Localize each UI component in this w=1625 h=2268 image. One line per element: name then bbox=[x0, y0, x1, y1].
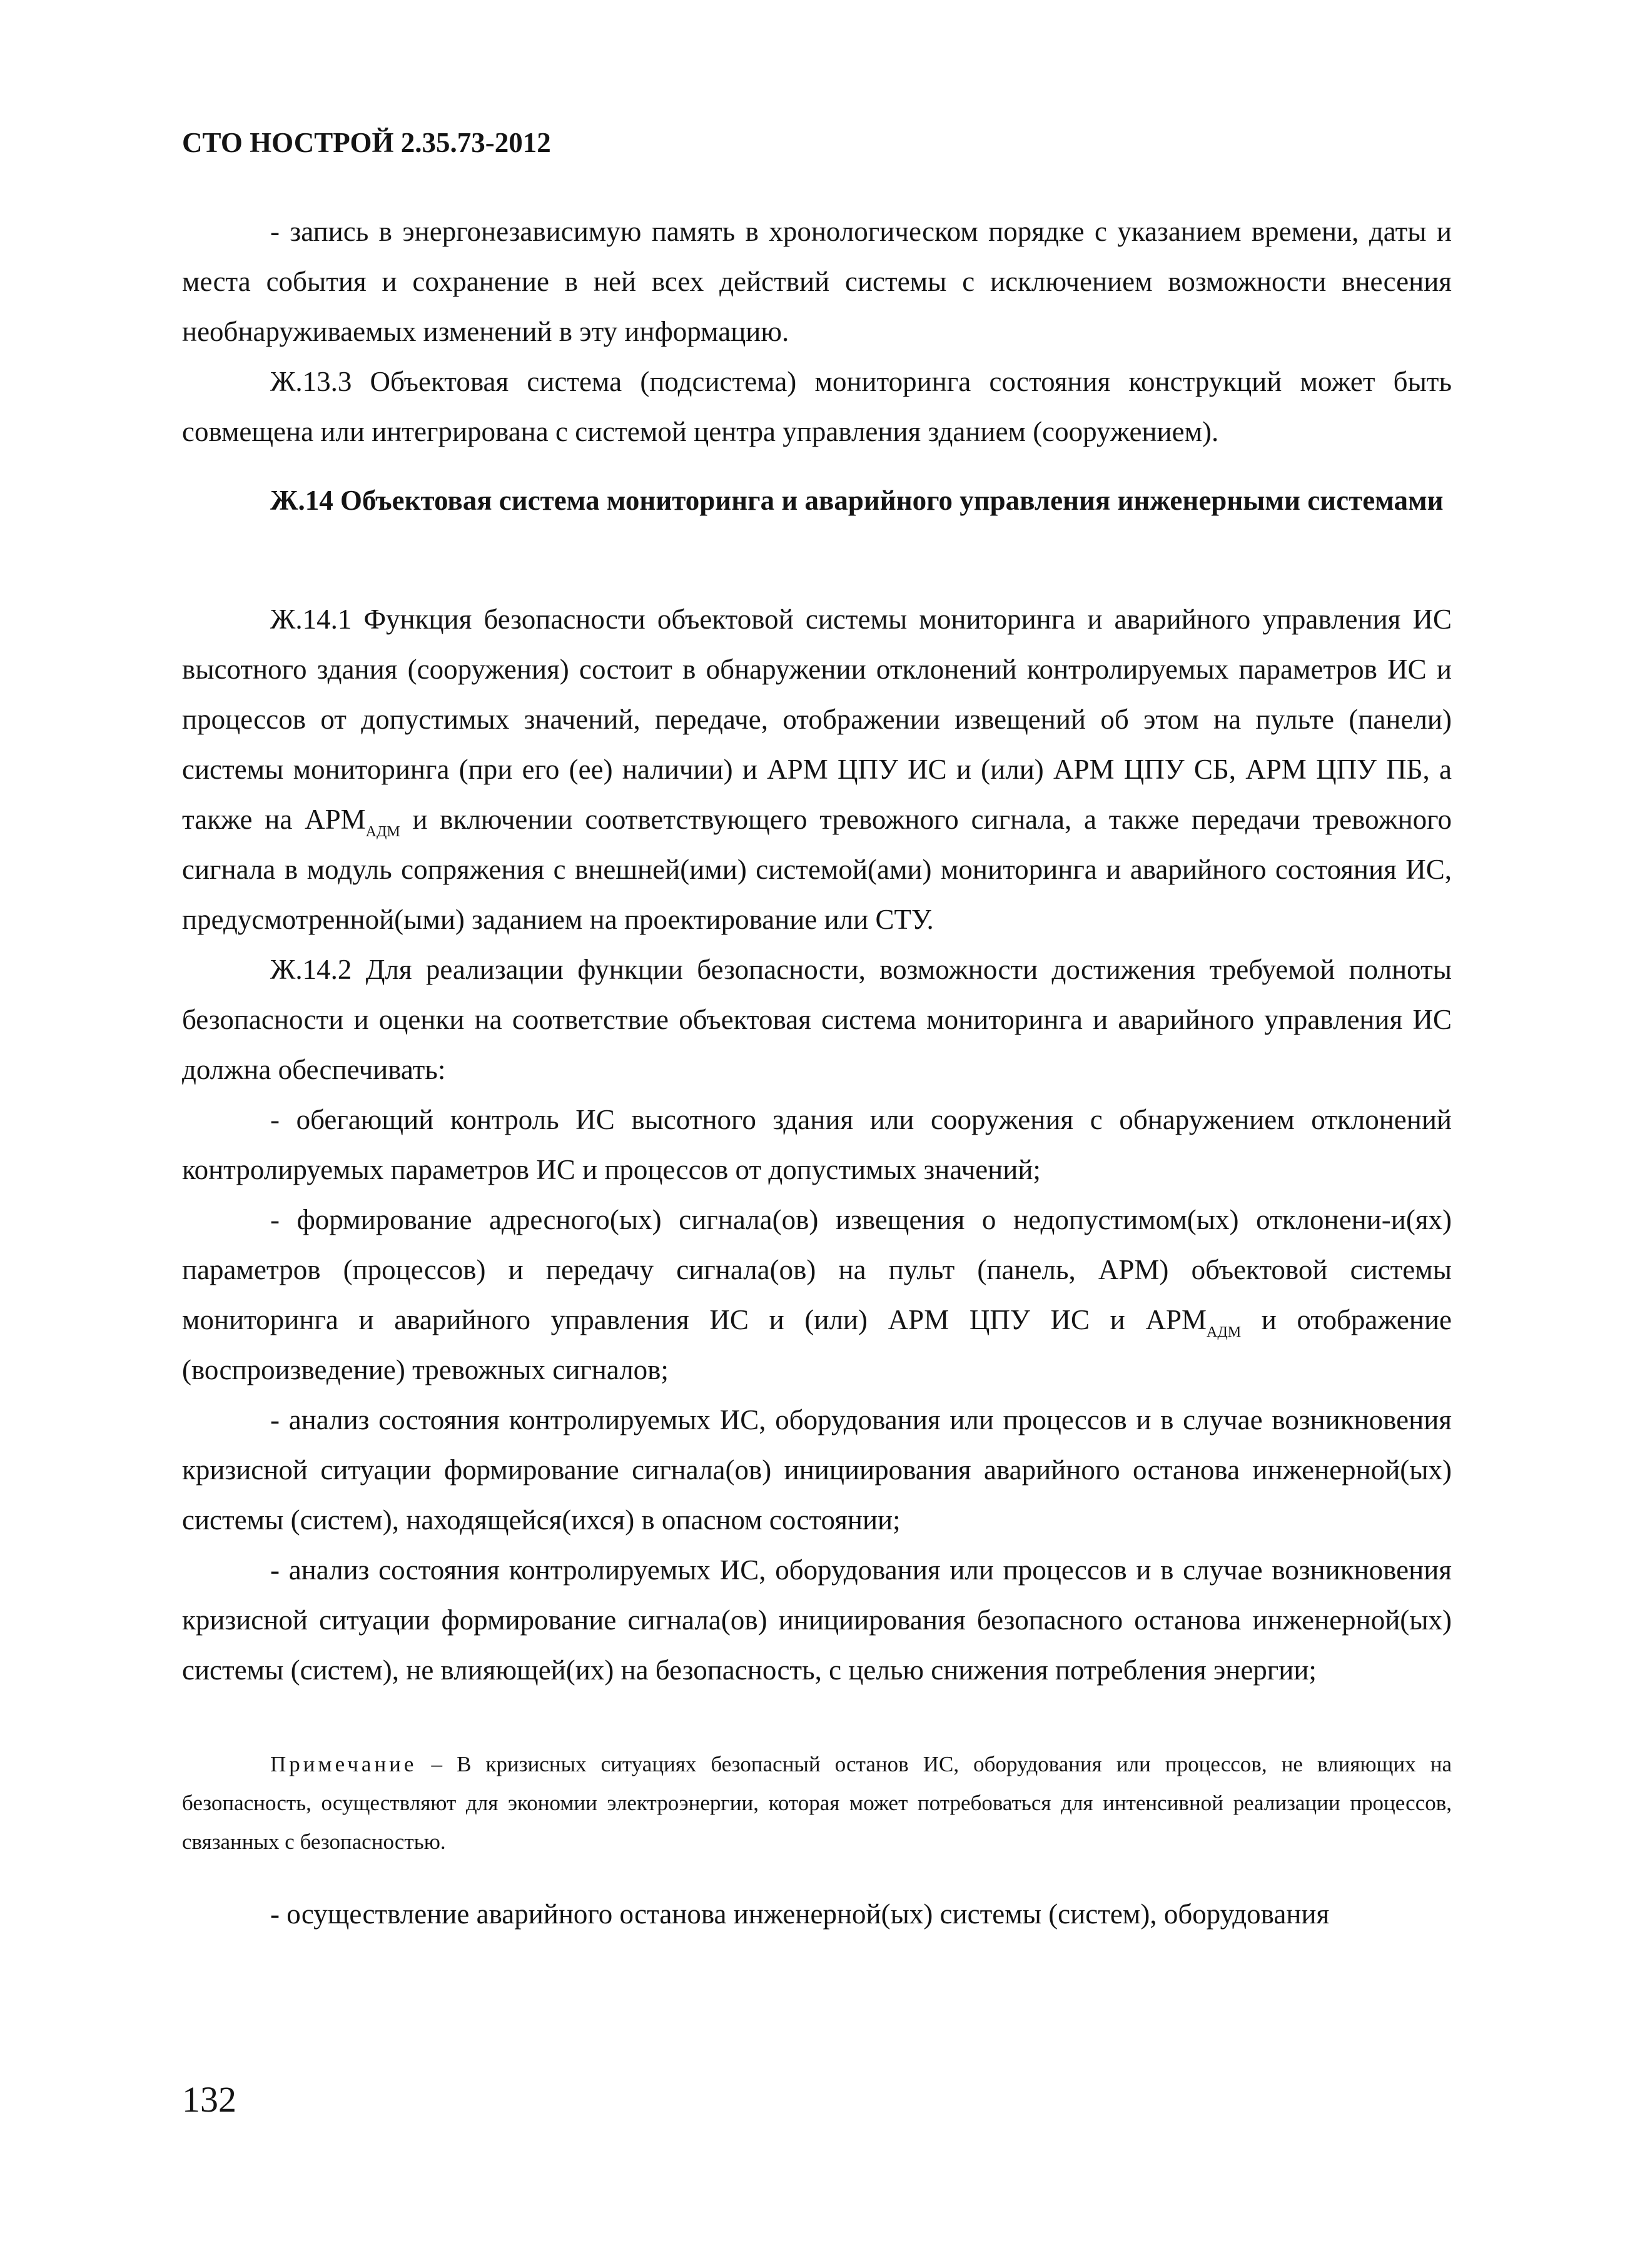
note-text: – В кризисных ситуациях безопасный останов ИС, оборудования или процессов, не влияющих на безопасность, осуществляют для экономии электроэнергии, которая может потребоваться для интенсивной реализации процессов, связанных с безопасностью. bbox=[182, 1752, 1452, 1854]
list-item-safe-stop-analysis: - анализ состояния контролируемых ИС, оборудования или процессов и в случае возникновения кризисной ситуации формирование сигнала(ов) инициирования безопасного останова инженерной(ых) системы (систем), не влияющей(их) на безопасность, с целью снижения потребления энергии; bbox=[182, 1554, 1452, 1686]
list-item-emergency-stop: - осуществление аварийного останова инженерной(ых) системы (систем), оборудования bbox=[270, 1898, 1330, 1930]
page-number: 132 bbox=[182, 2079, 236, 2120]
list-item-monitoring: - обегающий контроль ИС высотного здания или сооружения с обнаружением отклонений контролируемых параметров ИС и процессов от допустимых значений; bbox=[182, 1104, 1452, 1185]
subscript-adm: АДМ bbox=[365, 824, 400, 840]
list-item-address-signals-part-a: - формирование адресного(ых) сигнала(ов) извещения о недопустимом(ых) отклонени-и(ях) параметров (процессов) и передачу сигнала(ов) на пульт (панель, АРМ) объектовой системы мониторинга и аварийного управления ИС и (или) АРМ ЦПУ ИС и АРМ bbox=[182, 1204, 1452, 1335]
paragraph-energy-memory: - запись в энергонезависимую память в хронологическом порядке с указанием времени, даты и места события и сохранение в ней всех действий системы с исключением возможности внесения необнаруживаемых изменений в эту информацию. bbox=[182, 216, 1452, 347]
document-header: СТО НОСТРОЙ 2.35.73-2012 bbox=[182, 127, 551, 158]
list-item-address-signals bbox=[182, 1195, 1452, 1395]
paragraph-zh-14-1-part-b: и включении соответствующего тревожного сигнала, а также передачи тревожного сигнала в модуль сопряжения с внешней(ими) системой(ами) мониторинга и аварийного состояния ИС, предусмотренной(ыми) заданием на проектирование или СТУ. bbox=[182, 804, 1452, 935]
section-heading-zh-14: Ж.14 Объектовая система мониторинга и аварийного управления инженерными системами bbox=[270, 485, 1444, 516]
note-block bbox=[182, 1745, 1452, 1861]
subscript-adm: АДМ bbox=[1207, 1324, 1242, 1340]
paragraph-zh-14-1 bbox=[182, 594, 1452, 944]
paragraph-zh-13-3: Ж.13.3 Объектовая система (подсистема) мониторинга состояния конструкций может быть совмещена или интегрирована с системой центра управления зданием (сооружением). bbox=[182, 366, 1452, 447]
paragraph-zh-14-1-part-a: Ж.14.1 Функция безопасности объектовой системы мониторинга и аварийного управления ИС высотного здания (сооружения) состоит в обнаружении отклонений контролируемых параметров ИС и процессов от допустимых значений, передаче, отображении извещений об этом на пульте (панели) системы мониторинга (при его (ее) наличии) и АРМ ЦПУ ИС и (или) АРМ ЦПУ СБ, АРМ ЦПУ ПБ, а также на АРМ bbox=[182, 604, 1452, 835]
paragraph-zh-14-2: Ж.14.2 Для реализации функции безопасности, возможности достижения требуемой полноты безопасности и оценки на соответствие объектовая система мониторинга и аварийного управления ИС должна обеспечивать: bbox=[182, 954, 1452, 1085]
list-item-address-signals-part-b: и отображение (воспроизведение) тревожных сигналов; bbox=[182, 1304, 1452, 1385]
note-label: Примечание bbox=[270, 1752, 417, 1776]
list-item-emergency-stop-analysis: - анализ состояния контролируемых ИС, оборудования или процессов и в случае возникновения кризисной ситуации формирование сигнала(ов) инициирования аварийного останова инженерной(ых) системы (систем), находящейся(ихся) в опасном состоянии; bbox=[182, 1404, 1452, 1536]
